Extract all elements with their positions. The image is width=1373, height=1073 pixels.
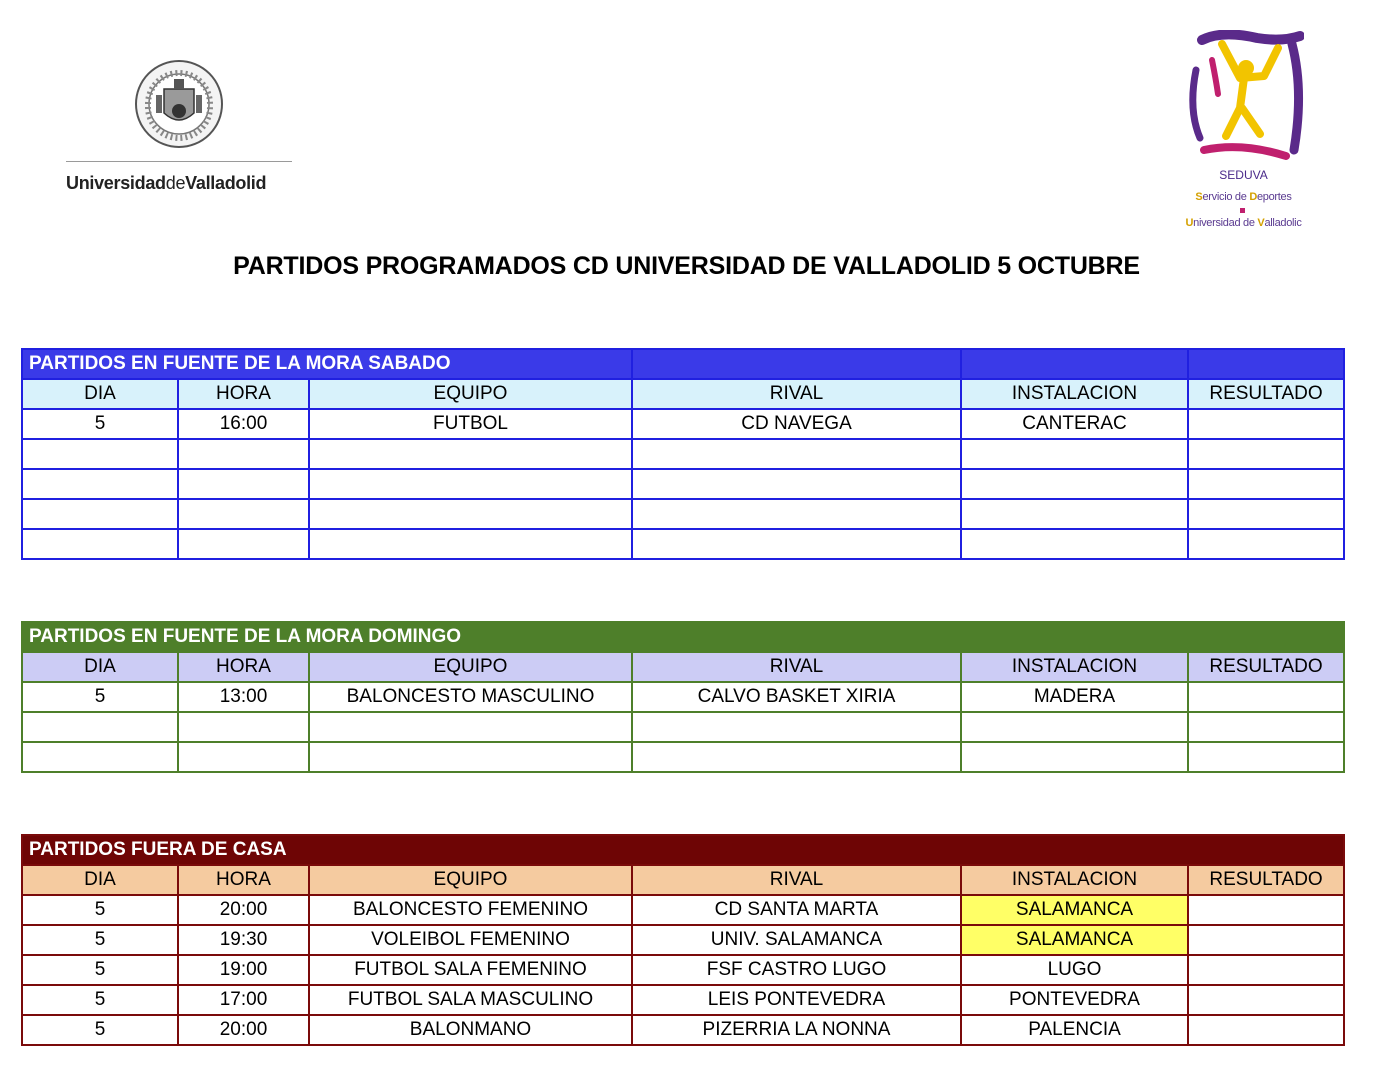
highlighted-cell: SALAMANCA <box>961 895 1188 925</box>
col-header-hora: HORA <box>178 379 309 409</box>
table-row: 5 20:00 BALONMANO PIZERRIA LA NONNA PALENCIA <box>22 1015 1344 1045</box>
col-header-dia: DIA <box>22 652 178 682</box>
table-fuente-de-la-mora-domingo <box>21 621 1345 773</box>
uva-seal-icon <box>134 59 224 149</box>
table-title: PARTIDOS EN FUENTE DE LA MORA SABADO <box>22 349 632 379</box>
col-header-resultado: RESULTADO <box>1188 379 1344 409</box>
col-header-dia: DIA <box>22 379 178 409</box>
page-title: PARTIDOS PROGRAMADOS CD UNIVERSIDAD DE VALLADOLID 5 OCTUBRE <box>233 252 1140 280</box>
table-fuente-de-la-mora-sabado <box>21 348 1345 560</box>
col-header-resultado: RESULTADO <box>1188 865 1344 895</box>
col-header-rival: RIVAL <box>632 379 961 409</box>
highlighted-cell: SALAMANCA <box>961 925 1188 955</box>
table-row: 5 19:00 FUTBOL SALA FEMENINO FSF CASTRO LUGO LUGO <box>22 955 1344 985</box>
table-row <box>22 529 1344 559</box>
table-row <box>22 712 1344 742</box>
table-title: PARTIDOS EN FUENTE DE LA MORA DOMINGO <box>22 622 1344 652</box>
table-title: PARTIDOS FUERA DE CASA <box>22 835 1344 865</box>
table-row: 5 20:00 BALONCESTO FEMENINO CD SANTA MARTA SALAMANCA <box>22 895 1344 925</box>
col-header-equipo: EQUIPO <box>309 652 632 682</box>
col-header-rival: RIVAL <box>632 652 961 682</box>
table-row <box>22 469 1344 499</box>
table-row <box>22 742 1344 772</box>
uva-logo <box>66 55 296 200</box>
table-row: 5 16:00 FUTBOL CD NAVEGA CANTERAC <box>22 409 1344 439</box>
col-header-instalacion: INSTALACION <box>961 652 1188 682</box>
col-header-hora: HORA <box>178 652 309 682</box>
table-header-row <box>22 379 1344 409</box>
table-title-row <box>22 349 1344 379</box>
uva-logo-text: UniversidaddeValladolid <box>66 173 267 193</box>
col-header-dia: DIA <box>22 865 178 895</box>
table-row <box>22 439 1344 469</box>
logo-divider <box>66 161 292 162</box>
col-header-equipo: EQUIPO <box>309 379 632 409</box>
seduva-logo <box>1176 30 1311 235</box>
table-title-row <box>22 835 1344 865</box>
table-title-row <box>22 622 1344 652</box>
col-header-rival: RIVAL <box>632 865 961 895</box>
seduva-dot-icon <box>1240 208 1245 213</box>
col-header-resultado: RESULTADO <box>1188 652 1344 682</box>
table-fuera-de-casa <box>21 834 1345 1046</box>
col-header-instalacion: INSTALACION <box>961 865 1188 895</box>
table-row: 5 13:00 BALONCESTO MASCULINO CALVO BASKET XIRIA MADERA <box>22 682 1344 712</box>
table-row: 5 19:30 VOLEIBOL FEMENINO UNIV. SALAMANCA SALAMANCA <box>22 925 1344 955</box>
athlete-icon <box>1182 30 1304 160</box>
seduva-name: SEDUVA <box>1219 168 1268 182</box>
table-header-row <box>22 652 1344 682</box>
seduva-subtitle-1: Servicio de Deportes <box>1195 191 1292 203</box>
table-row: 5 17:00 FUTBOL SALA MASCULINO LEIS PONTEVEDRA PONTEVEDRA <box>22 985 1344 1015</box>
seduva-subtitle-2: Universidad de Valladolic <box>1185 217 1302 229</box>
col-header-hora: HORA <box>178 865 309 895</box>
table-row <box>22 499 1344 529</box>
table-header-row <box>22 865 1344 895</box>
col-header-instalacion: INSTALACION <box>961 379 1188 409</box>
col-header-equipo: EQUIPO <box>309 865 632 895</box>
